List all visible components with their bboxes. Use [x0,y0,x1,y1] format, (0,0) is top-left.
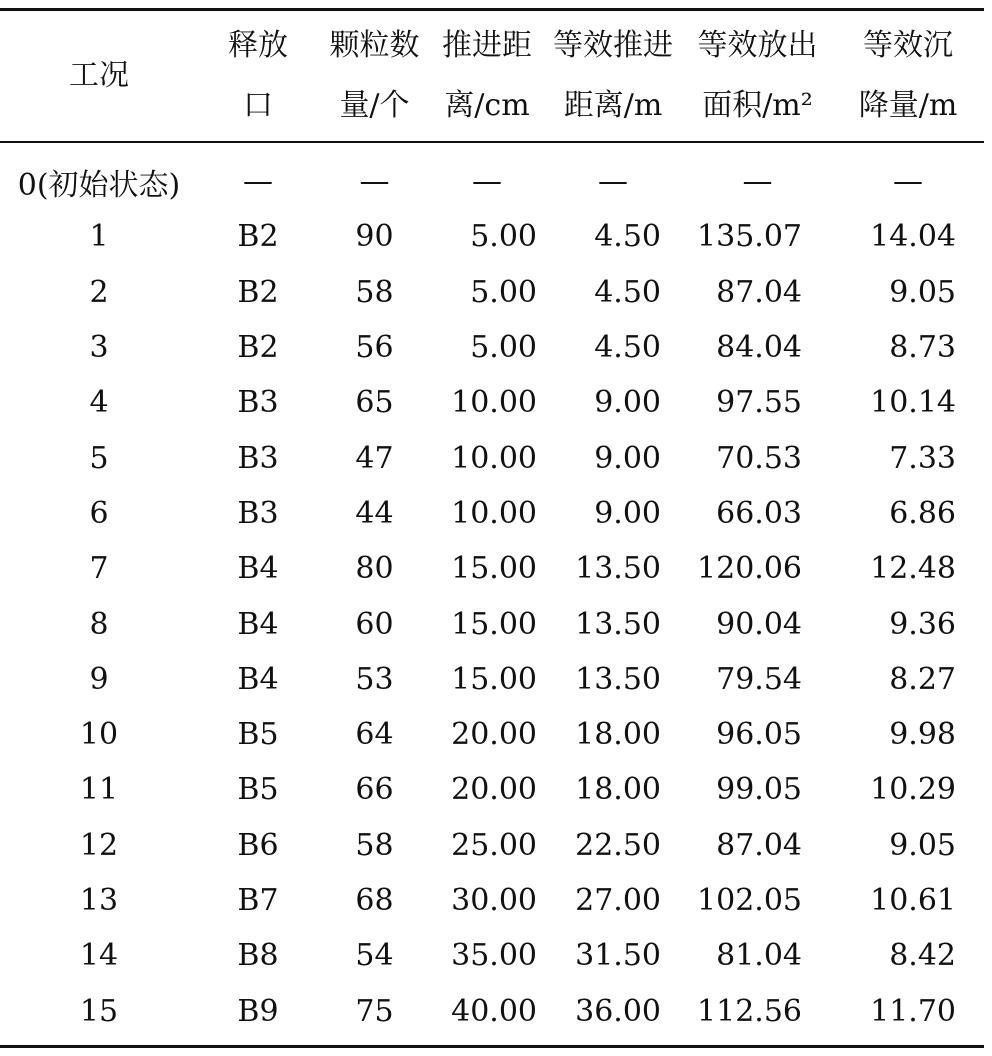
cell-eqpush: 18.00 [575,772,661,808]
table-row [0,928,984,983]
cell-eqpush: 22.50 [575,827,661,863]
header-count-line-2: 量/个 [339,87,410,123]
cell-sett: 7.33 [889,440,956,476]
header-area-line-2: 面积/m² [702,87,813,123]
cell-area: — [742,164,773,200]
header-sett-line-2: 降量/m [858,87,958,123]
cell-case: 7 [89,551,109,587]
cell-sett: 10.61 [870,883,956,918]
cell-eqpush: 9.00 [594,495,661,531]
cell-count: 60 [355,606,394,642]
cell-area: 102.05 [697,883,802,918]
cell-count: 66 [355,772,394,808]
header-case [0,9,198,142]
cell-port: B3 [237,495,279,531]
cell-port: B6 [237,827,279,863]
cell-push: 10.00 [451,385,537,421]
header-case-line-1: 工况 [69,57,129,93]
cell-count: 58 [355,274,394,310]
cell-count: 53 [355,661,394,697]
cell-sett: 9.05 [889,274,956,310]
table-row [0,486,984,541]
cell-port: B5 [237,772,279,808]
table-row [0,652,984,707]
cell-area: 112.56 [697,993,802,1029]
table-body [0,142,984,1039]
cell-push: 30.00 [451,883,537,918]
cell-port: B7 [237,883,279,918]
cell-eqpush: 31.50 [575,938,661,974]
header-area [683,9,832,142]
table-row [0,265,984,320]
cell-push: 15.00 [451,606,537,642]
cell-push: 20.00 [451,717,537,753]
cell-count: 58 [355,827,394,863]
cell-area: 90.04 [716,606,802,642]
cell-case: 5 [89,440,109,476]
cell-sett: 8.73 [889,330,956,366]
cell-port: B2 [237,219,279,255]
cell-case: 4 [89,385,109,421]
header-eqpush-line-1: 等效推进 [553,27,673,63]
cell-area: 81.04 [716,938,802,974]
table-row [0,707,984,762]
header-count-line-1: 颗粒数 [329,27,420,63]
cell-push: 15.00 [451,661,537,697]
cell-sett: 9.98 [889,717,956,753]
header-row [0,9,984,142]
cell-eqpush: 4.50 [594,274,661,310]
cell-case: 12 [79,827,119,863]
header-port-line-2: 口 [243,87,273,123]
cell-push: 10.00 [451,495,537,531]
cell-count: 54 [355,938,394,974]
cell-push: 5.00 [470,330,537,366]
cell-count: 68 [355,883,394,918]
cell-port: B9 [237,993,279,1029]
cell-sett: 8.42 [889,938,956,974]
cell-eqpush: — [598,164,628,200]
cell-case: 1 [89,219,109,255]
table-row [0,142,984,209]
cell-port: B4 [237,661,279,697]
cell-count: 44 [355,495,394,531]
cell-area: 66.03 [716,495,802,531]
cell-port: B2 [237,274,279,310]
cell-eqpush: 18.00 [575,717,661,753]
header-port-line-1: 释放 [228,27,288,63]
cell-count: 75 [355,993,394,1029]
cell-push: 35.00 [451,938,537,974]
cell-sett: 9.05 [889,827,956,863]
cell-case: 10 [79,717,119,753]
header-push-line-1: 推进距 [442,27,532,63]
cell-case: 0(初始状态) [17,167,181,203]
cell-case: 8 [89,606,109,642]
header-count [318,9,431,142]
cell-case: 13 [79,883,119,918]
cell-count: — [359,164,390,200]
cell-sett: — [893,164,923,200]
cell-push: — [472,164,502,200]
cell-push: 25.00 [451,827,537,863]
cell-push: 20.00 [451,772,537,808]
table-row [0,983,984,1038]
cell-sett: 6.86 [889,495,956,531]
cell-area: 79.54 [716,661,802,697]
cell-area: 87.04 [716,274,802,310]
cell-port: B3 [237,440,279,476]
cell-push: 40.00 [451,993,537,1029]
data-table [0,9,984,1039]
cell-sett: 8.27 [889,661,956,697]
cell-area: 97.55 [716,385,802,421]
cell-eqpush: 9.00 [594,385,661,421]
header-sett-line-1: 等效沉 [863,27,953,63]
cell-eqpush: 13.50 [575,551,661,587]
cell-case: 2 [89,274,109,310]
cell-eqpush: 4.50 [594,219,661,255]
cell-count: 47 [355,440,394,476]
table-row [0,596,984,651]
cell-case: 9 [89,661,109,697]
cell-push: 5.00 [470,274,537,310]
header-sett [832,9,984,142]
cell-eqpush: 27.00 [575,883,661,918]
cell-sett: 14.04 [870,219,956,255]
cell-case: 6 [89,495,109,531]
table-row [0,430,984,485]
cell-sett: 11.70 [870,993,956,1029]
cell-area: 84.04 [716,330,802,366]
cell-port: B4 [237,606,279,642]
cell-count: 65 [355,385,394,421]
bottom-rule [0,1045,984,1048]
cell-case: 3 [89,330,109,366]
cell-port: B3 [237,385,279,421]
cell-case: 15 [79,993,119,1029]
cell-area: 135.07 [697,219,802,255]
cell-port: B8 [237,938,279,974]
cell-eqpush: 9.00 [594,440,661,476]
cell-port: B2 [237,330,279,366]
cell-port: — [243,164,273,200]
cell-push: 15.00 [451,551,537,587]
table-row [0,873,984,928]
cell-area: 70.53 [716,440,802,476]
header-eqpush-line-2: 距离/m [563,87,663,123]
cell-push: 5.00 [470,219,537,255]
cell-count: 64 [355,717,394,753]
header-port [198,9,318,142]
cell-eqpush: 13.50 [575,661,661,697]
cell-eqpush: 13.50 [575,606,661,642]
cell-sett: 12.48 [870,551,956,587]
cell-case: 14 [79,938,119,974]
cell-case: 11 [79,772,119,808]
table-row [0,541,984,596]
header-push [431,9,543,142]
table-row [0,320,984,375]
cell-port: B4 [237,551,279,587]
header-area-line-1: 等效放出 [697,27,818,63]
cell-eqpush: 4.50 [594,330,661,366]
cell-port: B5 [237,717,279,753]
cell-eqpush: 36.00 [575,993,661,1029]
cell-sett: 10.14 [870,385,956,421]
cell-count: 56 [355,330,394,366]
cell-area: 87.04 [716,827,802,863]
header-eqpush [543,9,683,142]
cell-count: 90 [355,219,394,255]
header-push-line-2: 离/cm [444,87,530,123]
cell-area: 99.05 [716,772,802,808]
cell-push: 10.00 [451,440,537,476]
cell-sett: 10.29 [870,772,956,808]
table-row [0,762,984,817]
cell-area: 120.06 [697,551,802,587]
table-row [0,209,984,264]
cell-area: 96.05 [716,717,802,753]
cell-sett: 9.36 [889,606,956,642]
cell-count: 80 [355,551,394,587]
table-row [0,375,984,430]
table-row [0,818,984,873]
